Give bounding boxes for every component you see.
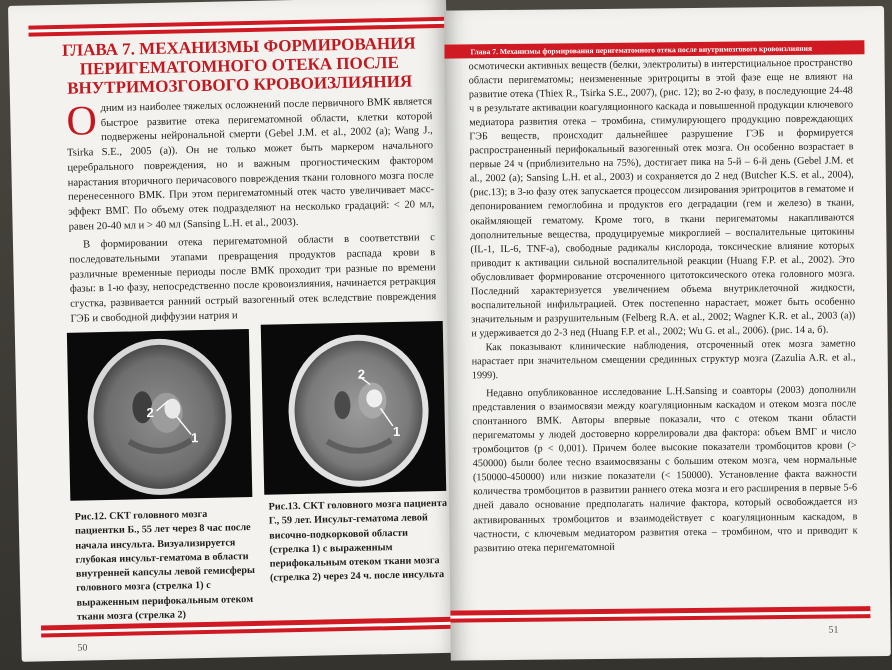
drop-cap: О xyxy=(65,98,98,145)
right-page xyxy=(444,6,891,661)
left-paragraph-1 xyxy=(66,95,435,235)
ct-scan-figure-12 xyxy=(67,329,252,501)
figure-12-caption: Рис.12. СКТ головного мозга пациентки Б., 55 лет через 8 час после начала инсульта. Визуализируется глубокая инсульт-гематома в области внутренней капсулы левой гемисферы головного мозга (стрелка 1) с выраженным перифокальным отеком ткани мозга (стрелка 2) xyxy=(74,508,256,623)
right-body-text xyxy=(469,56,858,556)
title-line-3: ВНУТРИМОЗГОВОГО КРОВОИЗЛИЯНИЯ xyxy=(67,71,413,98)
title-line-1: ГЛАВА 7. МЕХАНИЗМЫ ФОРМИРОВАНИЯ xyxy=(61,33,416,60)
page-number-right: 51 xyxy=(828,624,839,636)
ct2-label-1: 1 xyxy=(392,423,401,440)
chapter-title xyxy=(49,33,430,98)
left-page xyxy=(8,0,460,662)
left-paragraph-1-text: дним из наиболее тяжелых осложнений после первичного ВМК является быстрое развитие отека перигематомной области, клетки которой подвержены нейрональной смерти (Gebel J.M. et al., 2002 (a); Wang J., Tsirka S.E., 2005 (a)). Он не только может быть маркером начального церебрального повреждения, но и важным прогностическим фактором нарастания вторичного перичасового повреждения ткани головного мозга после перенесенного ВМК. При этом перигематомный отек часто увеличивает масс-эффект ВМГ. По объему отек подразделяют на несколько градаций: < 20 мл, равен 20-40 мл и > 40 мл (Sansing L.H. et al., 2003). xyxy=(66,96,435,233)
page-number-left: 50 xyxy=(77,642,88,654)
figure-13-caption: Рис.13. СКТ головного мозга пациента Г., 59 лет. Инсульт-гематома левой височно-подкорковой области (стрелка 1) с выраженным перифокальным отеком ткани мозга (стрелка 2) через 24 ч. после инсульта xyxy=(268,497,448,585)
left-paragraph-2: В формировании отека перигематомной области в соответствии с последовательными этапами превращения продуктов распада крови в различные временные периоды после ВМК проходит три разные по времени фазы: в 1-ю фазу, непосредственно после кровоизлияния, начинается ретракция сгустка, развивается ранний острый вазогенный отек вследствие повреждения ГЭБ и свободной диффузии натрия и xyxy=(69,232,437,325)
right-paragraph-1: осмотически активных веществ (белки, электролиты) в интерстициальное пространство области перигематомы; неизмененные эритроциты в этой фазе еще не влияют на развитие отека (Thiex R., Tsirka S.E., 2007), (рис. 12); во 2-ю фазу, в последующие 24-48 ч в результате активации коагуляционного каскада и повышенной продукции ключевого медиатора развития отека – тромбина, стимулирующего продукцию повреждающих ГЭБ веществ, происходит дальнейшее разрушение ГЭБ и формируется распространенный перифокальный вазогенный отек мозга. Он особенно возрастает в первые 24 ч (приблизительно на 75%), достигает пика на 5-й – 6-й день (Gebel J.M. et al., 2002 (a); Sansing L.H. et al., 2003) и сохраняется до 2 нед (Butcher K.S. et al., 2004), (рис.13); в 3-ю фазу отек запускается процессом лизирования эритроцитов в гематоме и депонированием гемоглобина и продуктов его деградации (гем и железо) в ткани, окаймляющей гематому. Кроме того, в ткани перигематомы накапливаются дополнительные вещества, продуцируемые микроглией – воспалительные цитокины (IL-1, IL-6, TNF-a), свободные радикалы кислорода, токсические влияние которых приводит к активации сильной воспалительной реакции (Huang F.P. et al., 2002). Это обусловливает формирование отсроченного цитотоксического отека головного мозга. Последний характеризуется увеличением объема внутриклеточной жидкости, воспалительной инфильтрацией. Отек постепенно нарастает, может быть особенно значительным и разрушительным (Felberg R.A. et al., 2002; Wagner K.R. et al., 2003 (a)) и удерживается до 2-3 нед (Huang F.P. et al., 2002; Wu G. et al., 2006). (рис. 14 а, б). xyxy=(468,57,856,340)
left-body-text xyxy=(66,95,437,327)
ct1-label-1: 1 xyxy=(190,430,199,446)
ct1-label-2: 2 xyxy=(146,405,154,421)
running-head: Глава 7. Механизмы формирования перигематомного отека после внутримозгового кровоизлияния xyxy=(470,43,813,57)
title-line-2: ПЕРИГЕМАТОМНОГО ОТЕКА ПОСЛЕ xyxy=(79,52,400,79)
open-book xyxy=(8,6,884,666)
ct-scan-figure-13 xyxy=(261,321,447,495)
right-paragraph-2: Как показывают клинические наблюдения, отсроченный отек мозга заметно нарастает при значительном смещении срединных структур мозга (Zazulia A.R. et al., 1999). xyxy=(471,338,856,382)
right-paragraph-3: Недавно опубликованное исследование L.H.Sansing и соавторы (2003) дополнили представления о взаимосвязи между коагуляционным каскадом и отеком мозга после спонтанного ВМК. Авторы впервые показали, что с отеком ткани области перигематомы у людей достоверно коррелировали два фактора: объем ВМГ и число тромбоцитов (р < 0,001). Причем более высокие показатели тромбоцитов крови (> 450000) были более тесно взаимосвязаны с большим отеком мозга, чем нормальные (150000-450000) или низкие показатели (< 150000). Установление факта важности количества тромбоцитов в развитии раннего отека мозга и его расширения в первые 5-6 дней давало основание предполагать наличие фактора, который освобождается из активированных тромбоцитов и взаимодействует с коагуляционным каскадом, в частности, с ключевым медиатором развития отека – тромбином, что и приводит к развитию отека перигематомной xyxy=(472,384,858,554)
ct2-label-2: 2 xyxy=(357,366,366,382)
